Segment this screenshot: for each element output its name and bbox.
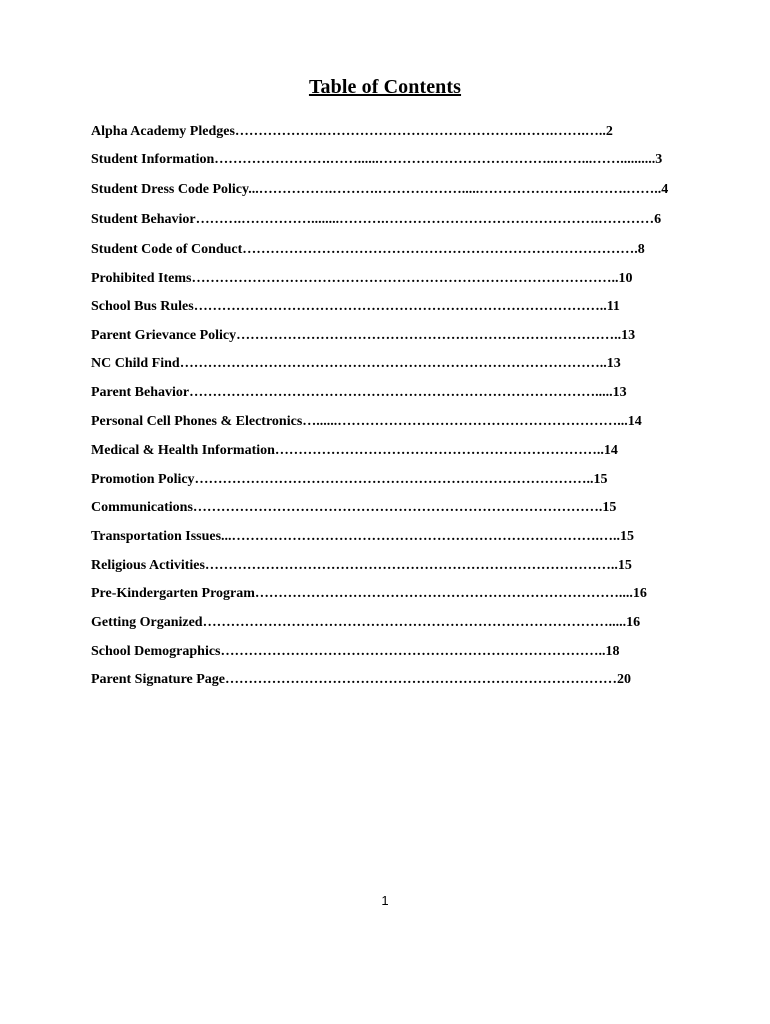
toc-entry-text: NC Child Find………………………………………………………………………………..13 bbox=[91, 356, 621, 371]
toc-entry bbox=[91, 242, 673, 258]
page-number: 1 bbox=[381, 893, 389, 908]
toc-entry-text: Personal Cell Phones & Electronics…......……………………………………………………...14 bbox=[91, 414, 642, 429]
toc-entry bbox=[91, 472, 673, 488]
toc-entry-text: School Demographics………………………………………………………………………..18 bbox=[91, 644, 620, 659]
toc-entry bbox=[91, 182, 673, 198]
toc-entry bbox=[91, 529, 673, 545]
toc-entry-text: Prohibited Items………………………………………………………………………………..10 bbox=[91, 271, 633, 286]
toc-entry-text: Alpha Academy Pledges……………….…………………………………….…….…….…..2 bbox=[91, 124, 613, 139]
toc-entry-text: Communications…………………………………………………………………………….15 bbox=[91, 500, 617, 515]
toc-entry bbox=[91, 385, 673, 401]
toc-entry bbox=[91, 644, 673, 660]
toc-entry-text: Student Behavior……….……………........……….……………………………………….…………6 bbox=[91, 212, 662, 227]
toc-entry-text: Promotion Policy…………………………………………………………………………..15 bbox=[91, 472, 608, 487]
toc-entry bbox=[91, 212, 673, 228]
toc-entry bbox=[91, 558, 673, 574]
toc-entry bbox=[91, 356, 673, 372]
toc-entry bbox=[91, 124, 673, 140]
page-title: Table of Contents bbox=[308, 76, 462, 98]
toc-entry-text: Student Dress Code Policy...…………….……….……………….....………………….……….……..4 bbox=[91, 182, 669, 197]
toc-entry-text: Pre-Kindergarten Program……………………………………………………………………....16 bbox=[91, 586, 647, 601]
toc-entry-text: Transportation Issues...…………………………………………………………………….…..15 bbox=[91, 529, 635, 544]
toc-entry-text: School Bus Rules……………………………………………………………………………..11 bbox=[91, 299, 620, 314]
toc-entry bbox=[91, 615, 673, 631]
toc-entry bbox=[91, 414, 673, 430]
toc-entry-text: Student Information…………………….……......………………………………..……...……..........3 bbox=[91, 152, 663, 167]
toc-entry-text: Parent Grievance Policy………………………………………………………………………..13 bbox=[91, 328, 636, 343]
toc-entry-text: Religious Activities……………………………………………………………………………..15 bbox=[91, 558, 632, 573]
toc-entry bbox=[91, 299, 673, 315]
toc-entry bbox=[91, 586, 673, 602]
toc-entry bbox=[91, 152, 673, 168]
toc-entry-text: Student Code of Conduct………………………………………………………………………….8 bbox=[91, 242, 645, 257]
toc-entry-text: Parent Signature Page…………………………………………………………………………20 bbox=[91, 672, 632, 687]
toc-entry bbox=[91, 328, 673, 344]
toc-entry bbox=[91, 271, 673, 287]
toc-entry-text: Medical & Health Information……………………………………………………………..14 bbox=[91, 443, 618, 458]
toc-entry-text: Getting Organized…………………………………………………………………………….....16 bbox=[91, 615, 641, 630]
toc-entry bbox=[91, 443, 673, 459]
toc-entry bbox=[91, 672, 673, 688]
toc-entry bbox=[91, 500, 673, 516]
toc-entry-text: Parent Behavior…………………………………………………………………………….....13 bbox=[91, 385, 627, 400]
